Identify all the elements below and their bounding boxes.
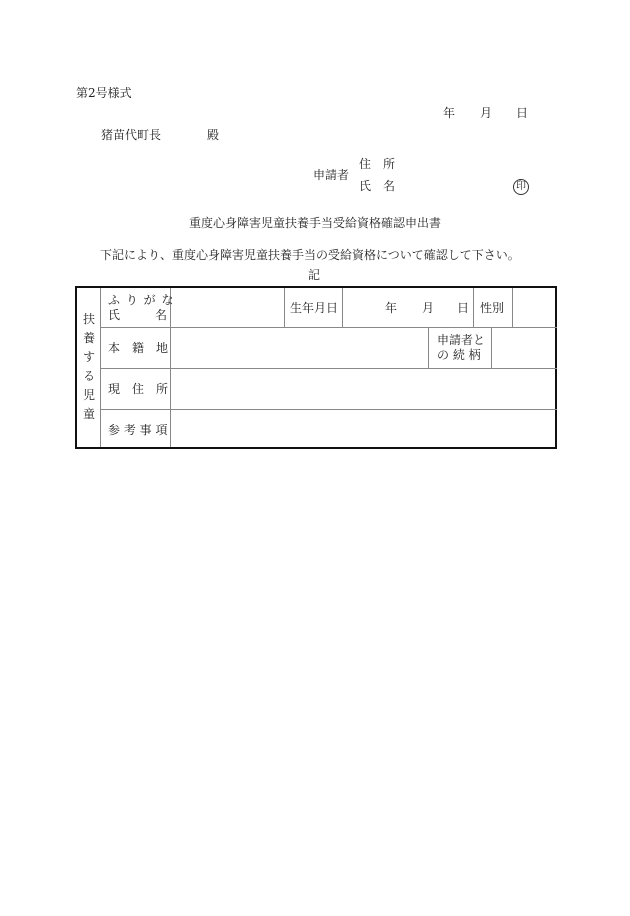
birth-month: 月 (422, 301, 435, 315)
furigana-label: ふ り が な (108, 293, 175, 307)
group-label: 扶養する児童 (82, 312, 95, 421)
addressee-honorific: 殿 (207, 128, 220, 142)
applicant-name-label: 氏 名 (359, 179, 396, 193)
divider (428, 327, 429, 368)
applicant-address-label: 住 所 (359, 157, 396, 171)
divider (342, 288, 343, 327)
seal-mark: 印 (513, 179, 529, 195)
relation-label-2: の 続 柄 (437, 348, 481, 362)
divider (100, 327, 557, 328)
name-label-left: 氏 (108, 308, 121, 322)
address-field[interactable] (172, 370, 556, 408)
domicile-field[interactable] (172, 329, 427, 367)
addressee-name: 猪苗代町長 (101, 128, 162, 142)
relation-label-1: 申請者と (437, 333, 486, 347)
birth-label: 生年月日 (290, 301, 339, 315)
remarks-field[interactable] (172, 411, 556, 447)
document-title: 重度心身障害児童扶養手当受給資格確認申出書 (189, 216, 442, 230)
sex-label: 性別 (480, 301, 505, 315)
form-number: 第2号様式 (76, 86, 132, 100)
birth-year: 年 (385, 301, 398, 315)
divider (284, 288, 285, 327)
remarks-label: 参 考 事 項 (108, 423, 168, 437)
date-month: 月 (480, 106, 493, 120)
date-day: 日 (516, 106, 529, 120)
sex-field[interactable] (514, 288, 556, 326)
divider (512, 288, 513, 327)
address-label: 現 住 所 (108, 382, 169, 396)
ki-label: 記 (308, 268, 321, 282)
divider (491, 327, 492, 368)
child-info-table (75, 286, 557, 449)
divider (100, 409, 557, 410)
date-year: 年 (443, 106, 456, 120)
divider (473, 288, 474, 327)
body-text: 下記により、重度心身障害児童扶養手当の受給資格について確認して下さい。 (100, 248, 520, 262)
name-label-right: 名 (155, 308, 168, 322)
divider (100, 368, 557, 369)
domicile-label: 本 籍 地 (108, 341, 169, 355)
applicant-label: 申請者 (313, 168, 350, 182)
furigana-name-field[interactable] (172, 288, 283, 326)
relation-field[interactable] (493, 329, 556, 367)
birth-day: 日 (457, 301, 470, 315)
